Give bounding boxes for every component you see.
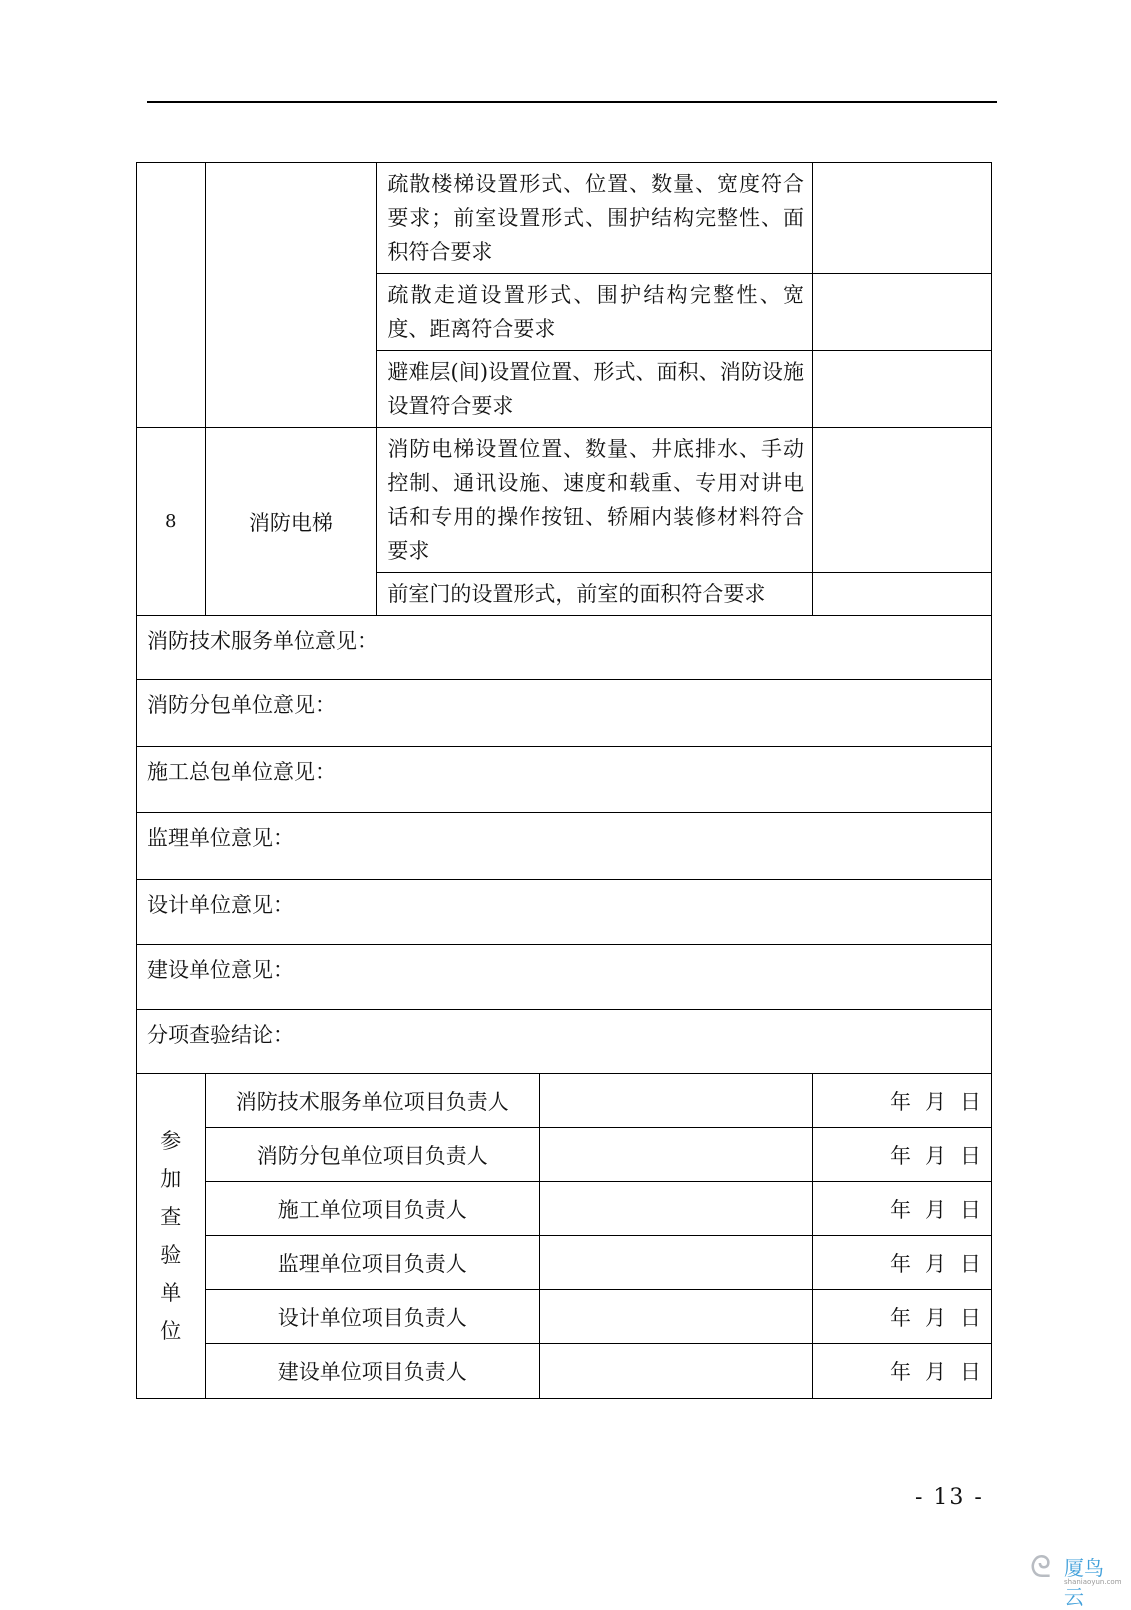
date-cell[interactable]: 年 月 日 bbox=[813, 1182, 992, 1236]
participant-role: 消防技术服务单位项目负责人 bbox=[205, 1074, 539, 1128]
opinion-row bbox=[137, 880, 992, 945]
result-cell[interactable] bbox=[813, 573, 992, 616]
result-cell[interactable] bbox=[813, 163, 992, 274]
opinion-row bbox=[137, 813, 992, 880]
participant-role: 消防分包单位项目负责人 bbox=[205, 1128, 539, 1182]
item-cell-empty bbox=[205, 163, 377, 428]
check-requirement: 疏散楼梯设置形式、位置、数量、宽度符合要求；前室设置形式、围护结构完整性、面积符合要求 bbox=[377, 163, 813, 274]
watermark-brand: 厦鸟云 bbox=[1064, 1556, 1104, 1609]
participant-role: 监理单位项目负责人 bbox=[205, 1236, 539, 1290]
opinion-row bbox=[137, 680, 992, 747]
opinion-row bbox=[137, 945, 992, 1010]
opinion-supervision[interactable]: 监理单位意见： bbox=[137, 813, 992, 880]
signature-cell[interactable] bbox=[539, 1290, 812, 1344]
opinion-row bbox=[137, 747, 992, 813]
participant-row bbox=[137, 1074, 992, 1128]
result-cell[interactable] bbox=[813, 428, 992, 573]
check-requirement: 前室门的设置形式，前室的面积符合要求 bbox=[377, 573, 813, 616]
signature-cell[interactable] bbox=[539, 1236, 812, 1290]
participant-row bbox=[137, 1236, 992, 1290]
section-name: 消防电梯 bbox=[205, 428, 377, 616]
date-cell[interactable]: 年 月 日 bbox=[813, 1290, 992, 1344]
date-cell[interactable]: 年 月 日 bbox=[813, 1128, 992, 1182]
opinion-owner[interactable]: 建设单位意见： bbox=[137, 945, 992, 1010]
opinion-row bbox=[137, 616, 992, 680]
participants-label: 参 加 查 验 单 位 bbox=[137, 1074, 206, 1399]
participant-role: 设计单位项目负责人 bbox=[205, 1290, 539, 1344]
signature-cell[interactable] bbox=[539, 1074, 812, 1128]
opinion-subcontractor[interactable]: 消防分包单位意见： bbox=[137, 680, 992, 747]
watermark bbox=[1030, 1548, 1122, 1609]
opinion-general-contractor[interactable]: 施工总包单位意见： bbox=[137, 747, 992, 813]
participant-row bbox=[137, 1344, 992, 1399]
signature-cell[interactable] bbox=[539, 1128, 812, 1182]
header-rule bbox=[147, 101, 997, 103]
watermark-site: shaniaoyun.com bbox=[1064, 1578, 1122, 1586]
participant-role: 建设单位项目负责人 bbox=[205, 1344, 539, 1399]
check-requirement: 避难层(间)设置位置、形式、面积、消防设施设置符合要求 bbox=[377, 351, 813, 428]
date-cell[interactable]: 年 月 日 bbox=[813, 1074, 992, 1128]
check-requirement: 疏散走道设置形式、围护结构完整性、宽度、距离符合要求 bbox=[377, 274, 813, 351]
opinion-tech-service[interactable]: 消防技术服务单位意见： bbox=[137, 616, 992, 680]
bird-logo-icon: ᘓ bbox=[1030, 1550, 1052, 1585]
participant-row bbox=[137, 1182, 992, 1236]
page-number: - 13 - bbox=[915, 1485, 984, 1510]
signature-cell[interactable] bbox=[539, 1344, 812, 1399]
number-cell-empty bbox=[137, 163, 206, 428]
inspection-conclusion[interactable]: 分项查验结论： bbox=[137, 1010, 992, 1074]
date-cell[interactable]: 年 月 日 bbox=[813, 1236, 992, 1290]
inspection-table bbox=[136, 162, 992, 1399]
opinion-design[interactable]: 设计单位意见： bbox=[137, 880, 992, 945]
participant-role: 施工单位项目负责人 bbox=[205, 1182, 539, 1236]
check-requirement: 消防电梯设置位置、数量、井底排水、手动控制、通讯设施、速度和载重、专用对讲电话和专用的操作按钮、轿厢内装修材料符合要求 bbox=[377, 428, 813, 573]
table-row bbox=[137, 428, 992, 573]
section-number: 8 bbox=[137, 428, 206, 616]
date-cell[interactable]: 年 月 日 bbox=[813, 1344, 992, 1399]
signature-cell[interactable] bbox=[539, 1182, 812, 1236]
table-row bbox=[137, 163, 992, 274]
opinion-row bbox=[137, 1010, 992, 1074]
participant-row bbox=[137, 1128, 992, 1182]
participant-row bbox=[137, 1290, 992, 1344]
result-cell[interactable] bbox=[813, 351, 992, 428]
result-cell[interactable] bbox=[813, 274, 992, 351]
